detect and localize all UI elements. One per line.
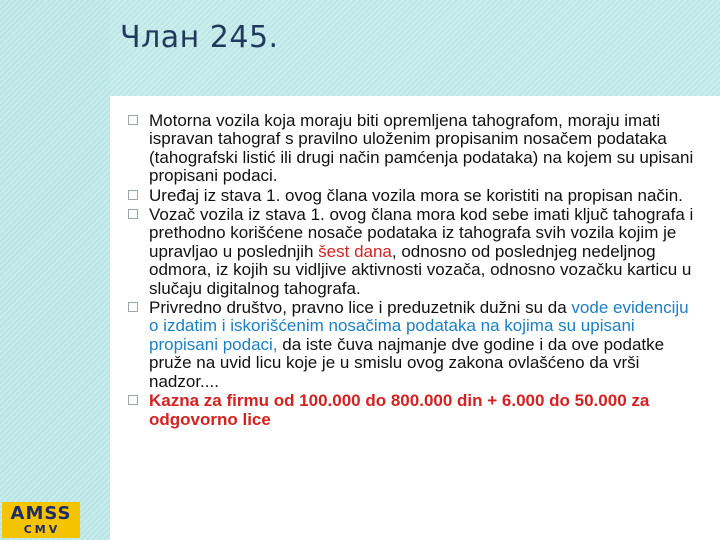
list-item-text: , odnosno od poslednjeg nedeljnog odmora, iz kojih su vidljive aktivnosti vozača, odnosno vozačku karticu u slučaju digitalnog tahografa.	[149, 241, 692, 298]
bullet-square-icon	[128, 209, 138, 219]
list-item	[128, 206, 698, 298]
bullet-square-icon	[128, 302, 138, 312]
logo-text-bottom: CMV	[23, 523, 61, 536]
list-item-text: vode evidenciju o izdatim i iskorišćenim nosačima podataka na kojima su upisani propisani podaci,	[149, 298, 689, 354]
logo-text-top: AMSS	[10, 503, 72, 524]
list-item-text: da iste čuva najmanje dve godine i da ove podatke pruže na uvid licu koje je u smislu ovog zakona ovlašćeno da vrši nadzor....	[149, 334, 665, 391]
bullet-square-icon	[128, 115, 138, 125]
list-item-text: Motorna vozila koja moraju biti opremljena tahografom, moraju imati ispravan tahograf s pravilno uloženim propisanim nosačem podataka (tahografski listić ili drugi način pamćenja podataka) na kojem su upisani propisani podaci.	[149, 111, 694, 186]
side-band	[0, 0, 110, 540]
list-item-text: Uređaj iz stava 1. ovog člana vozila mora se koristiti na propisan način.	[149, 185, 683, 205]
list-item-text: Kazna za firmu od 100.000 do 800.000 din + 6.000 do 50.000 za odgovorno lice	[149, 391, 650, 429]
bullet-list	[128, 112, 698, 430]
list-item	[128, 112, 698, 186]
list-item	[128, 187, 698, 205]
list-item	[128, 392, 698, 429]
amss-logo	[2, 502, 80, 538]
list-item-text: Privredno društvo, pravno lice i preduzetnik dužni su da	[149, 298, 572, 318]
bullet-square-icon	[128, 190, 138, 200]
bullet-square-icon	[128, 395, 138, 405]
slide-title: Члан 245.	[120, 20, 279, 55]
list-item-text: Vozač vozila iz stava 1. ovog člana mora kod sebe imati ključ tahografa i prethodno korišćene nosače podataka iz tahografa svih vozila kojim je upravljao u poslednjih	[149, 205, 694, 261]
list-item	[128, 299, 698, 391]
list-item-text: šest dana	[318, 241, 392, 261]
